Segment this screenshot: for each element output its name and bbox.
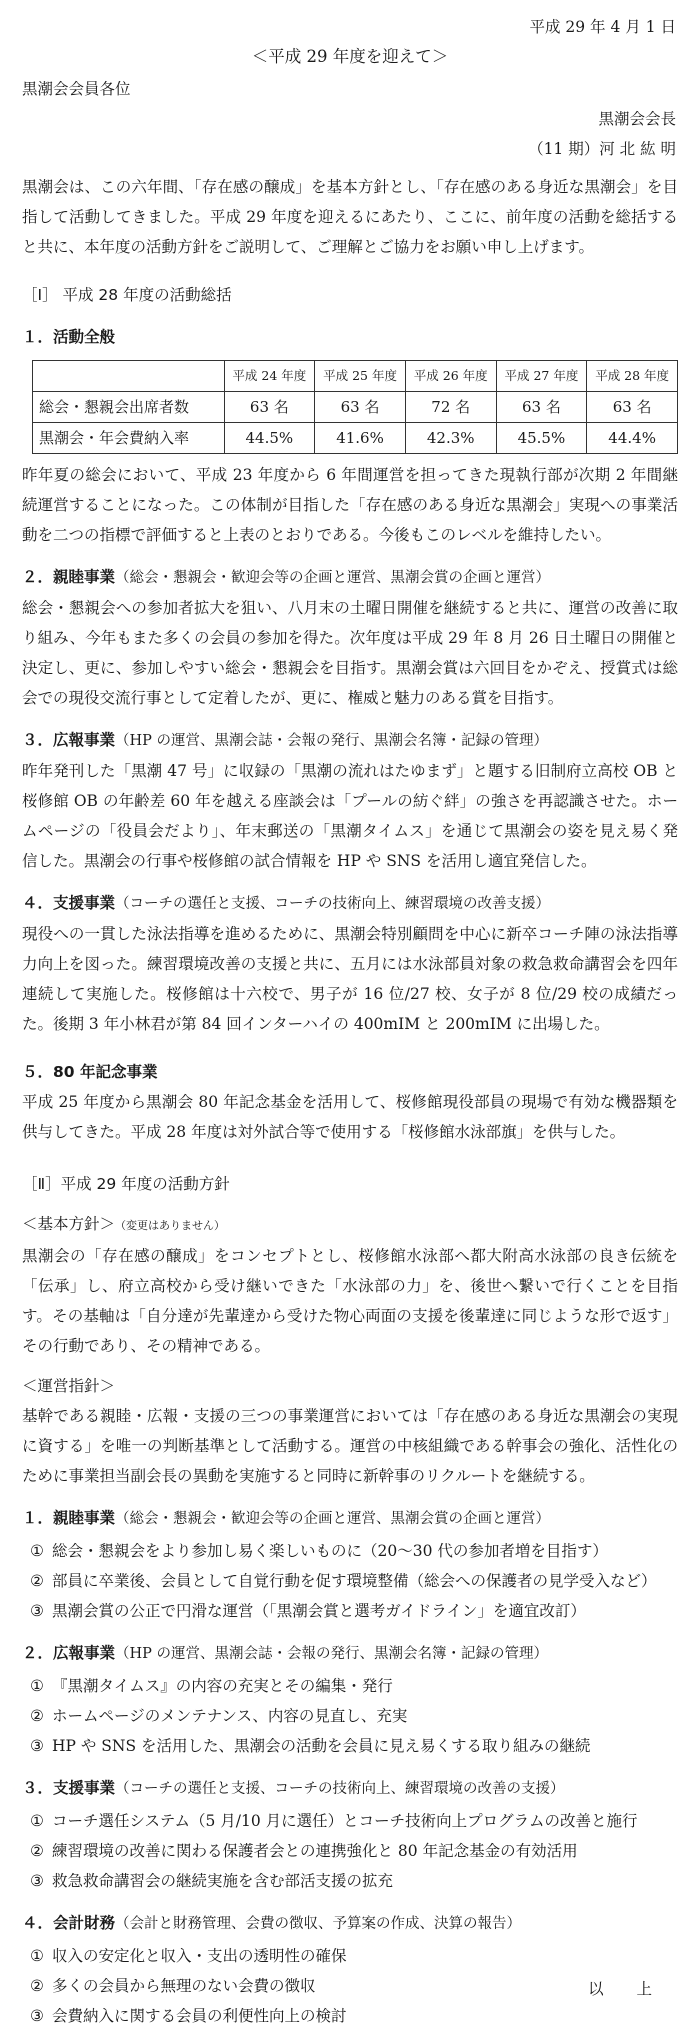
list-item-mark: ① <box>30 1542 44 1560</box>
table-row-label: 総会・懇親会出席者数 <box>33 392 225 423</box>
list-item-mark: ③ <box>30 1602 44 1620</box>
section-number: ２． <box>22 568 54 586</box>
table-column-header: 平成 26 年度 <box>405 361 496 392</box>
list-item-mark: ③ <box>30 1737 44 1755</box>
section-title: 広報事業 <box>53 1644 116 1662</box>
list-item <box>30 1941 678 1971</box>
list-item <box>30 1596 678 1626</box>
list-item-text: 会費納入に関する会員の利便性向上の検討 <box>52 2007 347 2025</box>
table-column-header: 平成 28 年度 <box>587 361 678 392</box>
ops-policy-heading: ＜運営指針＞ <box>22 1377 116 1395</box>
part2-social-list <box>22 1536 678 1626</box>
list-item <box>30 1866 678 1896</box>
part1-pr-heading <box>22 725 678 756</box>
part1-social-text: 総会・懇親会への参加者拡大を狙い、八月末の土曜日開催を継続すると共に、運営の改善に取り組み、今年もまた多くの会員の参加を得た。次年度は平成 29 年 8 月 26 日土曜日の開催と決定し、更に、参加しやすい総会・懇親会を目指す。黒潮会賞は六回目をかぞえ、授賞式は総会での現役交流行事として定着したが、更に、権威と魅力のある賞を目指す。 <box>22 599 678 707</box>
section-number: ４． <box>22 1914 54 1932</box>
table-cell: 45.5% <box>496 423 587 454</box>
table-cell: 44.5% <box>224 423 315 454</box>
list-item <box>30 2001 678 2031</box>
table-cell: 63 名 <box>224 392 315 423</box>
section-note: （総会・懇親会・歓迎会等の企画と運営、黒潮会賞の企画と運営） <box>115 1511 551 1527</box>
section-title: 広報事業 <box>53 731 116 749</box>
list-item-text: 練習環境の改善に関わる保護者会との連携強化と 80 年記念基金の有効活用 <box>52 1842 578 1860</box>
section-title: 支援事業 <box>53 894 116 912</box>
part1-social-heading <box>22 562 678 593</box>
part1-general-heading <box>22 322 678 352</box>
sender-organization: 黒潮会会長 <box>598 110 676 128</box>
section-title: 活動全般 <box>53 328 116 346</box>
list-item-text: 救急救命講習会の継続実施を含む部活支援の拡充 <box>52 1872 394 1890</box>
intro-paragraph: 黒潮会は、この六年間、「存在感の醸成」を基本方針とし、「存在感のある身近な黒潮会」を目指して活動してきました。平成 29 年度を迎えるにあたり、ここに、前年度の活動を総括すると共に、本年度の活動方針をご説明して、ご理解とご協力をお願い申し上げます。 <box>22 178 678 256</box>
basic-policy-text: 黒潮会の「存在感の醸成」をコンセプトとし、桜修館水泳部へ都大附高水泳部の良き伝統を「伝承」し、府立高校から受け継いできた「水泳部の力」を、後世へ繋いで行くことを目指す。その基軸は「自分達が先輩達から受けた物心両面の支援を後輩達に同じような形で返す」その行動であり、その精神である。 <box>22 1247 678 1355</box>
table-row <box>33 423 678 454</box>
basic-policy-note: （変更はありません） <box>115 1219 226 1232</box>
document-date: 平成 29 年 4 月 1 日 <box>529 18 676 36</box>
list-item <box>30 1701 678 1731</box>
list-item-text: 部員に卒業後、会員として自覚行動を促す環境整備（総会への保護者の見学受入など） <box>52 1572 657 1590</box>
list-item-text: 黒潮会賞の公正で円滑な運営（「黒潮会賞と選考ガイドライン」を適宜改訂） <box>52 1602 586 1620</box>
list-item-text: 収入の安定化と収入・支出の透明性の確保 <box>52 1947 347 1965</box>
table-cell: 44.4% <box>587 423 678 454</box>
part1-anniv-heading <box>22 1057 678 1087</box>
section-title: 80 年記念事業 <box>53 1063 158 1081</box>
part2-support-list <box>22 1806 678 1896</box>
list-item-text: 『黒潮タイムス』の内容の充実とその編集・発行 <box>52 1677 393 1695</box>
part1-pr-text: 昨年発刊した「黒潮 47 号」に収録の「黒潮の流れはたゆまず」と題する旧制府立高校 OB と桜修館 OB の年齢差 60 年を越える座談会は「プールの紡ぐ絆」の強さを再認識させた。ホームページの「役員会だより」、年末郵送の「黒潮タイムス」を通じて黒潮会の姿を見え易く発信した。黒潮会の行事や桜修館の試合情報を HP や SNS を活用し適宜発信した。 <box>22 762 678 870</box>
list-item-text: HP や SNS を活用した、黒潮会の活動を会員に見え易くする取り組みの継続 <box>52 1737 591 1755</box>
basic-policy-title: ＜基本方針＞ <box>22 1215 116 1233</box>
section-number: ３． <box>22 1779 54 1797</box>
part2-pr-heading <box>22 1638 678 1669</box>
section-note: （HP の運営、黒潮会誌・会報の発行、黒潮会名簿・記録の管理） <box>115 1646 549 1662</box>
part1-general-text: 昨年夏の総会において、平成 23 年度から 6 年間運営を担ってきた現執行部が次期 2 年間継続運営することになった。この体制が目指した「存在感のある身近な黒潮会」実現への事業活動を二つの指標で評価すると上表のとおりである。今後もこのレベルを維持したい。 <box>22 466 678 544</box>
section-note: （コーチの選任と支援、コーチの技術向上、練習環境の改善の支援） <box>115 1781 565 1797</box>
table-corner-cell <box>33 361 225 392</box>
table-column-header: 平成 24 年度 <box>224 361 315 392</box>
list-item-text: ホームページのメンテナンス、内容の見直し、充実 <box>52 1707 408 1725</box>
part1-support-heading <box>22 888 678 919</box>
section-number: １． <box>22 328 54 346</box>
list-item <box>30 1671 678 1701</box>
part2-support-heading <box>22 1773 678 1804</box>
sender-name: （11 期）河 北 紘 明 <box>528 140 676 158</box>
list-item <box>30 1731 678 1761</box>
section-number: ３． <box>22 731 54 749</box>
table-row-label: 黒潮会・年会費納入率 <box>33 423 225 454</box>
section-title: 親睦事業 <box>53 568 116 586</box>
table-cell: 63 名 <box>315 392 406 423</box>
section-note: （コーチの選任と支援、コーチの技術向上、練習環境の改善支援） <box>115 896 551 912</box>
table-cell: 63 名 <box>587 392 678 423</box>
table-cell: 63 名 <box>496 392 587 423</box>
part2-heading: ［Ⅱ］平成 29 年度の活動方針 <box>22 1175 230 1193</box>
list-item <box>30 1836 678 1866</box>
list-item-text: 多くの会員から無理のない会費の徴収 <box>52 1977 316 1995</box>
table-cell: 42.3% <box>405 423 496 454</box>
activity-stats-table <box>32 360 678 454</box>
section-note: （HP の運営、黒潮会誌・会報の発行、黒潮会名簿・記録の管理） <box>115 733 549 749</box>
list-item-mark: ③ <box>30 1872 44 1890</box>
section-note: （会計と財務管理、会費の徴収、予算案の作成、決算の報告） <box>115 1916 522 1932</box>
list-item-mark: ① <box>30 1677 44 1695</box>
section-title: 親睦事業 <box>53 1509 116 1527</box>
table-row <box>33 392 678 423</box>
list-item <box>30 1536 678 1566</box>
part1-heading: ［Ⅰ］ 平成 28 年度の活動総括 <box>22 286 232 304</box>
section-number: ４． <box>22 894 54 912</box>
section-number: ２． <box>22 1644 54 1662</box>
closing-mark: 以 上 <box>588 1980 666 1998</box>
table-cell: 72 名 <box>405 392 496 423</box>
list-item-mark: ② <box>30 1977 44 1995</box>
list-item <box>30 1806 678 1836</box>
section-number: １． <box>22 1509 54 1527</box>
ops-policy-text: 基幹である親睦・広報・支援の三つの事業運営においては「存在感のある身近な黒潮会の実現に資する」を唯一の判断基準として活動する。運営の中核組織である幹事会の強化、活性化のために事業担当副会長の異動を実施すると同時に新幹事のリクルートを継続する。 <box>22 1407 678 1485</box>
table-column-header: 平成 27 年度 <box>496 361 587 392</box>
part2-finance-list <box>22 1941 678 2031</box>
list-item <box>30 1566 678 1596</box>
basic-policy-heading <box>22 1209 678 1241</box>
part1-anniv-text: 平成 25 年度から黒潮会 80 年記念基金を活用して、桜修館現役部員の現場で有効な機器類を供与してきた。平成 28 年度は対外試合等で使用する「桜修館水泳部旗」を供与した。 <box>22 1093 678 1141</box>
section-number: ５． <box>22 1063 54 1081</box>
list-item-mark: ② <box>30 1707 44 1725</box>
table-header-row <box>33 361 678 392</box>
section-note: （総会・懇親会・歓迎会等の企画と運営、黒潮会賞の企画と運営） <box>115 570 551 586</box>
addressee: 黒潮会会員各位 <box>22 80 131 98</box>
list-item <box>30 1971 678 2001</box>
table-column-header: 平成 25 年度 <box>315 361 406 392</box>
list-item-mark: ③ <box>30 2007 44 2025</box>
part2-social-heading <box>22 1503 678 1534</box>
list-item-mark: ① <box>30 1812 44 1830</box>
list-item-text: 総会・懇親会をより参加し易く楽しいものに（20～30 代の参加者増を目指す） <box>52 1542 608 1560</box>
section-title: 会計財務 <box>53 1914 116 1932</box>
list-item-mark: ② <box>30 1842 44 1860</box>
document-title: ＜平成 29 年度を迎えて＞ <box>251 47 449 66</box>
table-cell: 41.6% <box>315 423 406 454</box>
part1-support-text: 現役への一貫した泳法指導を進めるために、黒潮会特別顧問を中心に新卒コーチ陣の泳法指導力向上を図った。練習環境改善の支援と共に、五月には水泳部員対象の救急救命講習会を四年連続して実施した。桜修館は十六校で、男子が 16 位/27 校、女子が 8 位/29 校の成績だった。後期 3 年小林君が第 84 回インターハイの 400mIM と 200mIM に出場した。 <box>22 925 678 1033</box>
part2-finance-heading <box>22 1908 678 1939</box>
section-title: 支援事業 <box>53 1779 116 1797</box>
list-item-mark: ② <box>30 1572 44 1590</box>
list-item-mark: ① <box>30 1947 44 1965</box>
part2-pr-list <box>22 1671 678 1761</box>
list-item-text: コーチ選任システム（5 月/10 月に選任）とコーチ技術向上プログラムの改善と施行 <box>52 1812 638 1830</box>
